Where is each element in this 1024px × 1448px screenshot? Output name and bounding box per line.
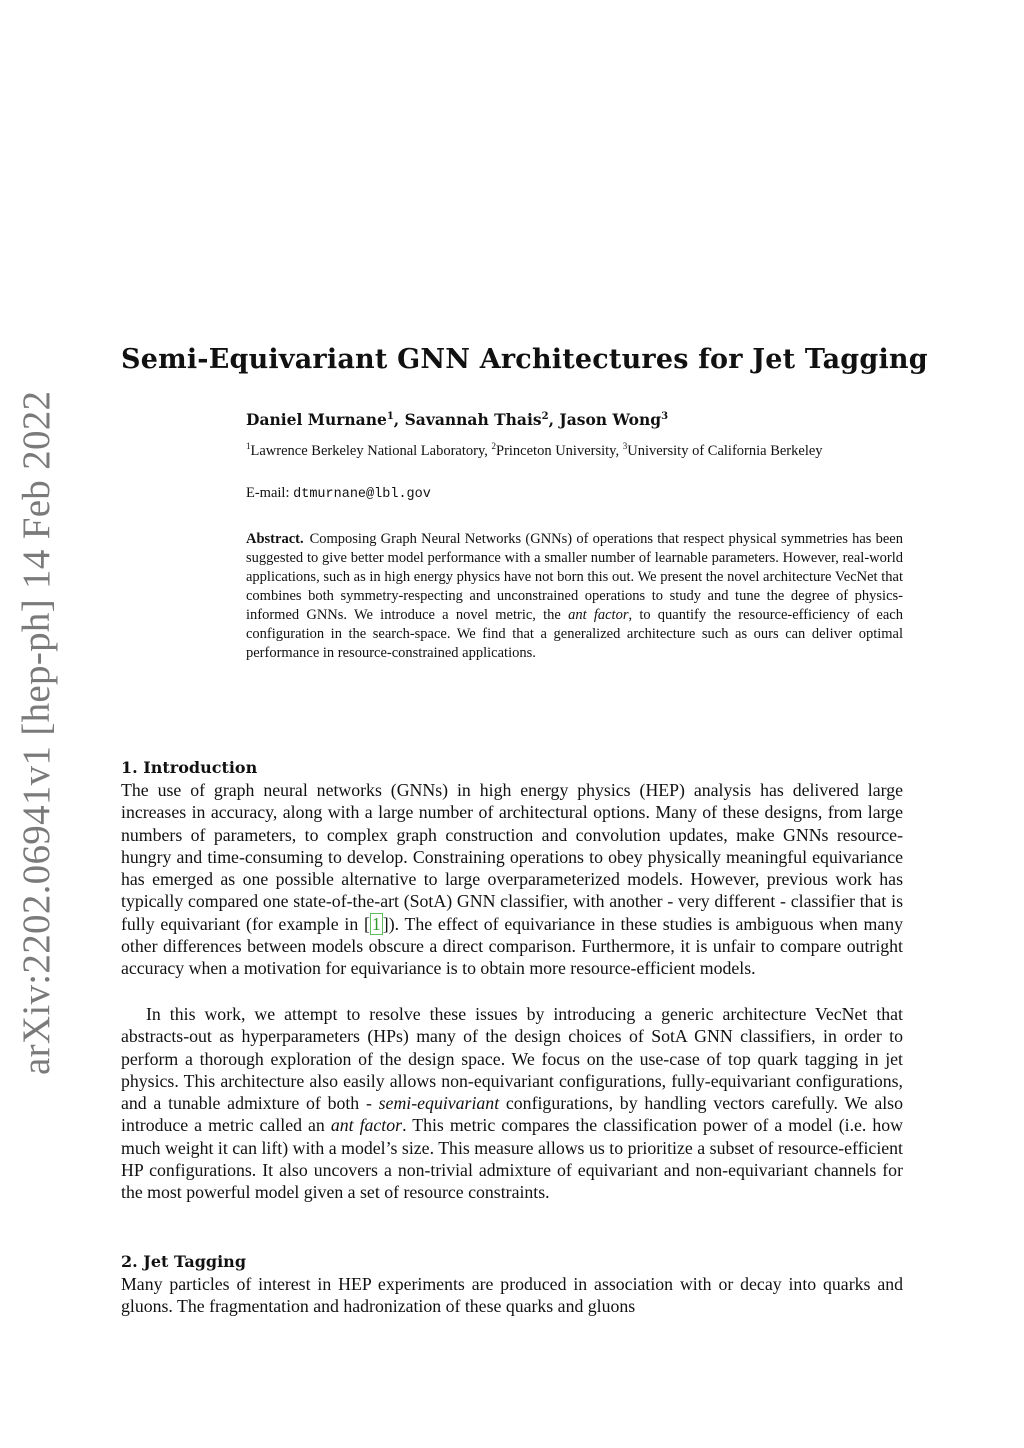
author-separator: , xyxy=(393,410,405,429)
affiliation-text: University of California Berkeley xyxy=(627,442,823,459)
paragraph-text: The use of graph neural networks (GNNs) in high energy physics (HEP) analysis has delivered large increases in accuracy, along with a large number of architectural options. Many of these designs, from large numbers of parameters, to complex graph construction and convolution updates, make GNNs resource-hungry and time-consuming to develop. Constraining operations to obey physically meaningful equivariance has emerged as one possible alternative to large overparameterized models. However, previous work has typically compared one state-of-the-art (SotA) GNN classifier, with another - very different - classifier that is fully equivariant (for example in [ xyxy=(121,780,903,934)
affiliation-mark: 2 xyxy=(491,441,497,451)
section-heading-introduction: 1. Introduction xyxy=(121,758,258,777)
author-name: Jason Wong xyxy=(559,410,662,429)
abstract xyxy=(246,530,903,663)
paragraph-text: ]). The effect of equivariance in these studies is ambiguous when many other differences between models obscure a direct comparison. Furthermore, it is unfair to compare outright accuracy when a motivation for equivariance is to obtain more resource-efficient models. xyxy=(121,913,903,979)
abstract-text: Composing Graph Neural Networks (GNNs) of operations that respect physical symmetries has been suggested to give better model performance with a smaller number of learnable parameters. However, real-world applications, such as in high energy physics have not born this out. We present the novel architecture VecNet that combines both symmetry-respecting and unconstrained operations to study and tune the degree of physics-informed GNNs. We introduce a novel metric, the xyxy=(246,531,903,623)
term-emphasis: semi-equivariant xyxy=(378,1093,500,1114)
jet-tagging-paragraph-1: Many particles of interest in HEP experiments are produced in association with or decay into quarks and gluons. The fragmentation and hadronization of these quarks and gluons xyxy=(121,1274,903,1317)
author-name: Savannah Thais xyxy=(404,410,542,429)
affiliation-mark: 3 xyxy=(661,410,669,422)
citation-link[interactable]: 1 xyxy=(371,913,381,934)
paragraph-text: In this work, we attempt to resolve these issues by introducing a generic architecture VecNet that abstracts-out as hyperparameters (HPs) many of the design choices of SotA GNN classifiers, in order to perform a thorough exploration of the design space. We focus on the use-case of top quark tagging in jet physics. This architecture also easily allows non-equivariant configurations, fully-equivariant configurations, and a tunable admixture of both - xyxy=(121,1004,903,1114)
email-line xyxy=(246,485,431,502)
arxiv-identifier-stamp: arXiv:2202.06941v1 [hep-ph] 14 Feb 2022 xyxy=(15,390,58,1075)
email-label: E-mail: xyxy=(246,485,294,501)
affiliation-mark: 3 xyxy=(622,441,628,451)
term-emphasis: ant factor xyxy=(330,1115,403,1136)
abstract-emphasis: ant factor xyxy=(568,607,629,623)
email-address-link[interactable]: dtmurnane@lbl.gov xyxy=(293,487,431,502)
abstract-text: , to quantify the resource-efficiency of each configuration in the search-space. We find that a generalized architecture such as ours can deliver optimal performance in resource-constrained applications. xyxy=(246,607,903,661)
paper-title: Semi-Equivariant GNN Architectures for Jet Tagging xyxy=(121,344,928,375)
introduction-paragraph-2 xyxy=(121,1003,903,1204)
author-separator: , xyxy=(548,410,560,429)
affiliation-text: Lawrence Berkeley National Laboratory, xyxy=(250,442,492,459)
introduction-paragraph-1 xyxy=(121,779,903,980)
affiliation-mark: 1 xyxy=(386,410,394,422)
paragraph-text: configurations, by handling vectors carefully. We also introduce a metric called an xyxy=(121,1093,903,1136)
affiliation-mark: 1 xyxy=(246,441,251,451)
section-heading-jet-tagging: 2. Jet Tagging xyxy=(121,1252,246,1271)
author-list xyxy=(246,410,668,429)
affiliations xyxy=(246,437,906,461)
affiliation-text: Princeton University, xyxy=(496,442,623,459)
abstract-label: Abstract. xyxy=(246,531,304,547)
author-name: Daniel Murnane xyxy=(246,410,387,429)
paragraph-text: . This metric compares the classification power of a model (i.e. how much weight it can lift) with a model’s size. This measure allows us to prioritize a subset of resource-efficient HP configurations. It also uncovers a non-trivial admixture of equivariant and non-equivariant channels for the most powerful model given a set of resource constraints. xyxy=(121,1115,904,1203)
affiliation-mark: 2 xyxy=(541,410,549,422)
